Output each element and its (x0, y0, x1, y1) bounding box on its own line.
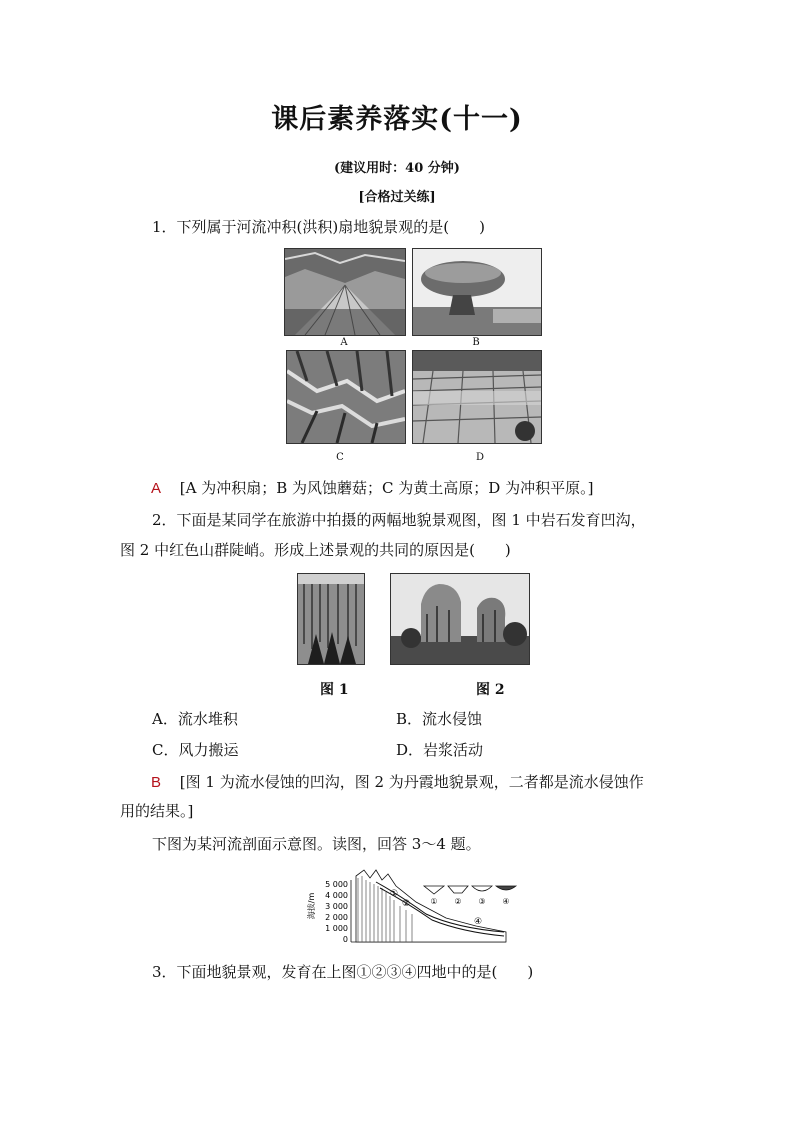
q2-answer-letter: B (151, 774, 162, 791)
profile-tick-4000: 4 000 (325, 891, 348, 900)
q2-option-b: B．流水侵蚀 (396, 710, 483, 728)
legend-site-4: ④ (502, 897, 510, 906)
profile-tick-3000: 3 000 (325, 902, 348, 911)
profile-site-2: ② (401, 899, 411, 909)
legend-site-3: ③ (478, 897, 486, 906)
q1-photo-d (412, 350, 542, 444)
q1-photo-a (284, 248, 406, 336)
profile-tick-5000: 5 000 (325, 880, 348, 889)
q2-figure-1-caption: 图 1 (320, 682, 349, 698)
river-profile-diagram (306, 866, 518, 946)
profile-tick-1000: 1 000 (325, 924, 348, 933)
q1-label-a: A (340, 337, 348, 348)
profile-tick-2000: 2 000 (325, 913, 348, 922)
q2-figure-2 (390, 573, 530, 665)
q2-option-c: C．风力搬运 (152, 741, 239, 759)
q1-answer-letter: A (151, 480, 162, 497)
q1-label-b: B (472, 337, 480, 348)
q1-photo-b (412, 248, 542, 336)
profile-axis-label: 海拔/m (307, 892, 316, 920)
profile-site-1: ① (389, 889, 399, 899)
q2-figure-2-caption: 图 2 (476, 682, 505, 698)
q1-explanation: [A 为冲积扇；B 为风蚀蘑菇；C 为黄土高原；D 为冲积平原。] (179, 479, 594, 497)
q2-option-d: D．岩浆活动 (396, 741, 484, 759)
q1-label-d: D (475, 452, 485, 463)
q2-figure-1 (297, 573, 365, 665)
intro-3-4: 下图为某河流剖面示意图。读图，回答 3～4 题。 (152, 835, 481, 853)
q2-stem-line2: 图 2 中红色山群陡峭。形成上述景观的共同的原因是( ) (120, 541, 511, 559)
section-label: [合格过关练] (358, 190, 436, 205)
profile-site-4: ④ (473, 917, 483, 927)
q1-label-c: C (336, 452, 344, 463)
page-title: 课后素养落实(十一) (271, 104, 523, 135)
q2-explanation-line2: 用的结果。] (120, 802, 194, 820)
q2-option-a: A．流水堆积 (152, 710, 238, 728)
legend-site-2: ② (454, 897, 462, 906)
q2-explanation-line1: [图 1 为流水侵蚀的凹沟，图 2 为丹霞地貌景观，二者都是流水侵蚀作 (179, 773, 644, 791)
profile-tick-0: 0 (342, 935, 348, 944)
q1-answer (151, 478, 593, 499)
q1-stem: 1．下列属于河流冲积(洪积)扇地貌景观的是( ) (152, 218, 485, 236)
q2-stem-line1: 2．下面是某同学在旅游中拍摄的两幅地貌景观图，图 1 中岩石发育凹沟， (152, 511, 646, 529)
time-note: (建议用时：40 分钟) (334, 161, 460, 176)
q1-photo-c (286, 350, 406, 444)
legend-site-1: ① (430, 897, 438, 906)
q3-stem: 3．下面地貌景观，发育在上图①②③④四地中的是( ) (152, 963, 534, 981)
q2-answer (151, 772, 644, 793)
